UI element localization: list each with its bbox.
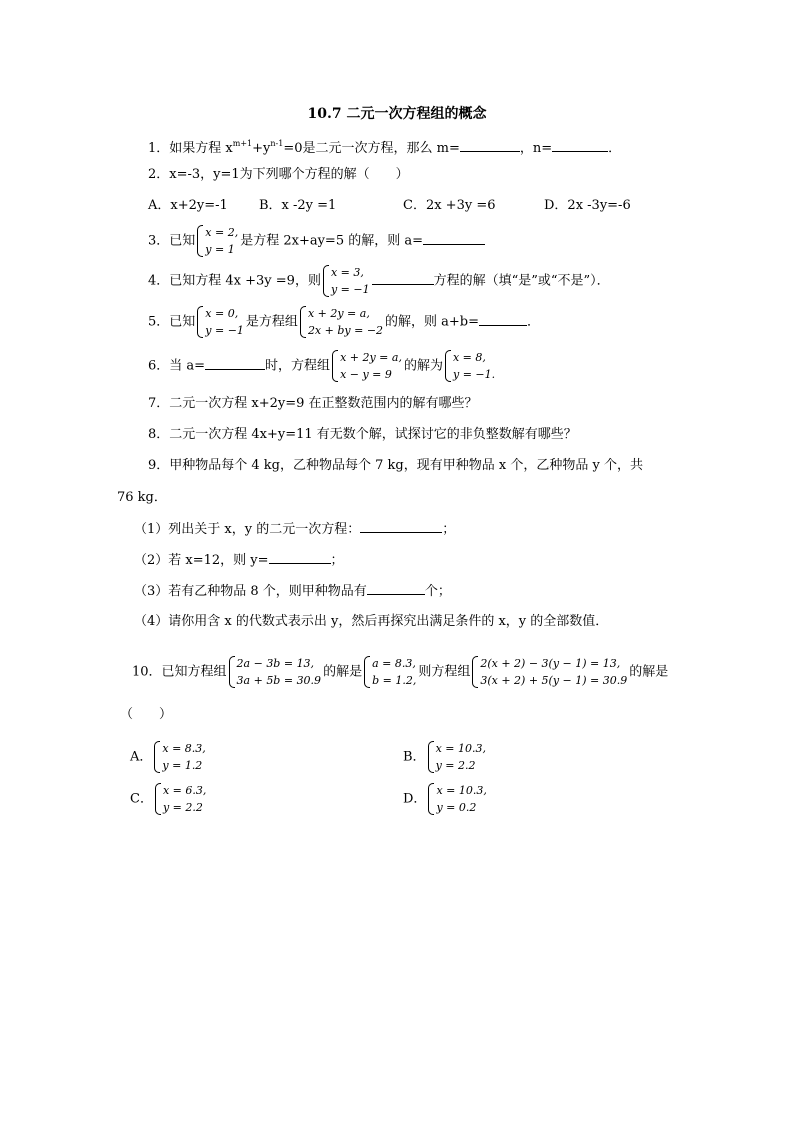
answer-blank	[460, 139, 520, 152]
equation-system: x = 0, y = −1	[197, 305, 244, 339]
question-9-part-3: （3）若有乙种物品 8 个，则甲种物品有 个；	[134, 584, 451, 599]
question-9-part-4: （4）请你用含 x 的代数式表示出 y，然后再探究出满足条件的 x，y 的全部数值．	[134, 614, 609, 629]
question-3: 3．已知 x = 2, y = 1 是方程 2x+ay=5 的解，则 a=	[148, 224, 485, 258]
question-10-paren: （ ）	[120, 707, 173, 722]
equation-system: a = 8.3, b = 1.2,	[364, 655, 416, 689]
question-5: 5．已知 x = 0, y = −1 是方程组 x + 2y = a, 2x + by = −2 的解，则 a+b= ．	[148, 307, 541, 337]
option-c: C．2x +3y =6	[403, 198, 496, 213]
question-2: 2．x=-3，y=1为下列哪个方程的解（ ）	[148, 167, 409, 182]
option-a: A．x+2y=-1	[148, 198, 228, 213]
equation-system: x = 10.3, y = 0.2	[428, 782, 486, 816]
option-b: B．x -2y =1	[259, 198, 337, 213]
equation-system: x = 2, y = 1	[197, 224, 238, 258]
option-b: B． x = 10.3, y = 2.2	[403, 742, 486, 772]
equation-system: x + 2y = a, x − y = 9	[332, 349, 402, 383]
equation-system: x = 3, y = −1	[323, 264, 370, 298]
answer-blank	[367, 582, 425, 595]
answer-blank	[479, 313, 527, 326]
equation-system: 2(x + 2) − 3(y − 1) = 13, 3(x + 2) + 5(y − 1) = 30.9	[472, 655, 627, 689]
equation-system: x + 2y = a, 2x + by = −2	[300, 305, 383, 339]
question-10: 10．已知方程组 2a − 3b = 13, 3a + 5b = 30.9 的解是 a = 8.3, b = 1.2, 则方程组 2(x + 2) − 3(y − 1) = 13, 3(x + 2) + 5(y − 1) = 30.9 的解是	[132, 657, 669, 687]
question-7: 7．二元一次方程 x+2y=9 在正整数范围内的解有哪些？	[148, 396, 478, 411]
option-c: C． x = 6.3, y = 2.2	[130, 784, 207, 814]
answer-blank	[552, 139, 608, 152]
question-1: 1．如果方程 $x^{m+1}+y^{n-1}=0$是二元一次方程，那么 m= ，n= ．	[148, 139, 622, 156]
option-a: A． x = 8.3, y = 1.2	[130, 742, 206, 772]
option-d: D． x = 10.3, y = 0.2	[403, 784, 487, 814]
equation-system: 2a − 3b = 13, 3a + 5b = 30.9	[229, 655, 322, 689]
equation-system: x = 8, y = −1.	[445, 349, 495, 383]
answer-blank	[423, 232, 485, 245]
equation-system: x = 6.3, y = 2.2	[155, 782, 206, 816]
answer-blank	[269, 551, 331, 564]
answer-blank	[360, 520, 442, 533]
question-9-cont: 76 kg．	[117, 490, 167, 505]
question-8: 8．二元一次方程 4x+y=11 有无数个解，试探讨它的非负整数解有哪些？	[148, 427, 577, 442]
question-6: 6．当 a= 时，方程组 x + 2y = a, x − y = 9 的解为 x = 8, y = −1.	[148, 351, 496, 381]
answer-blank	[372, 272, 434, 285]
page-title: 10.7 二元一次方程组的概念	[307, 106, 487, 122]
question-9-part-1: （1）列出关于 x，y 的二元一次方程： ；	[134, 522, 456, 537]
equation-system: x = 8.3, y = 1.2	[154, 740, 205, 774]
equation-system: x = 10.3, y = 2.2	[428, 740, 486, 774]
answer-blank	[205, 357, 265, 370]
question-9-part-2: （2）若 x=12，则 y= ；	[134, 553, 344, 568]
option-d: D．2x -3y=-6	[544, 198, 631, 213]
question-9: 9．甲种物品每个 4 kg，乙种物品每个 7 kg，现有甲种物品 x 个，乙种物品 y 个，共	[148, 458, 643, 473]
question-4: 4．已知方程 4x +3y =9，则 x = 3, y = −1 方程的解（填“是”或“不是”）．	[148, 266, 610, 296]
